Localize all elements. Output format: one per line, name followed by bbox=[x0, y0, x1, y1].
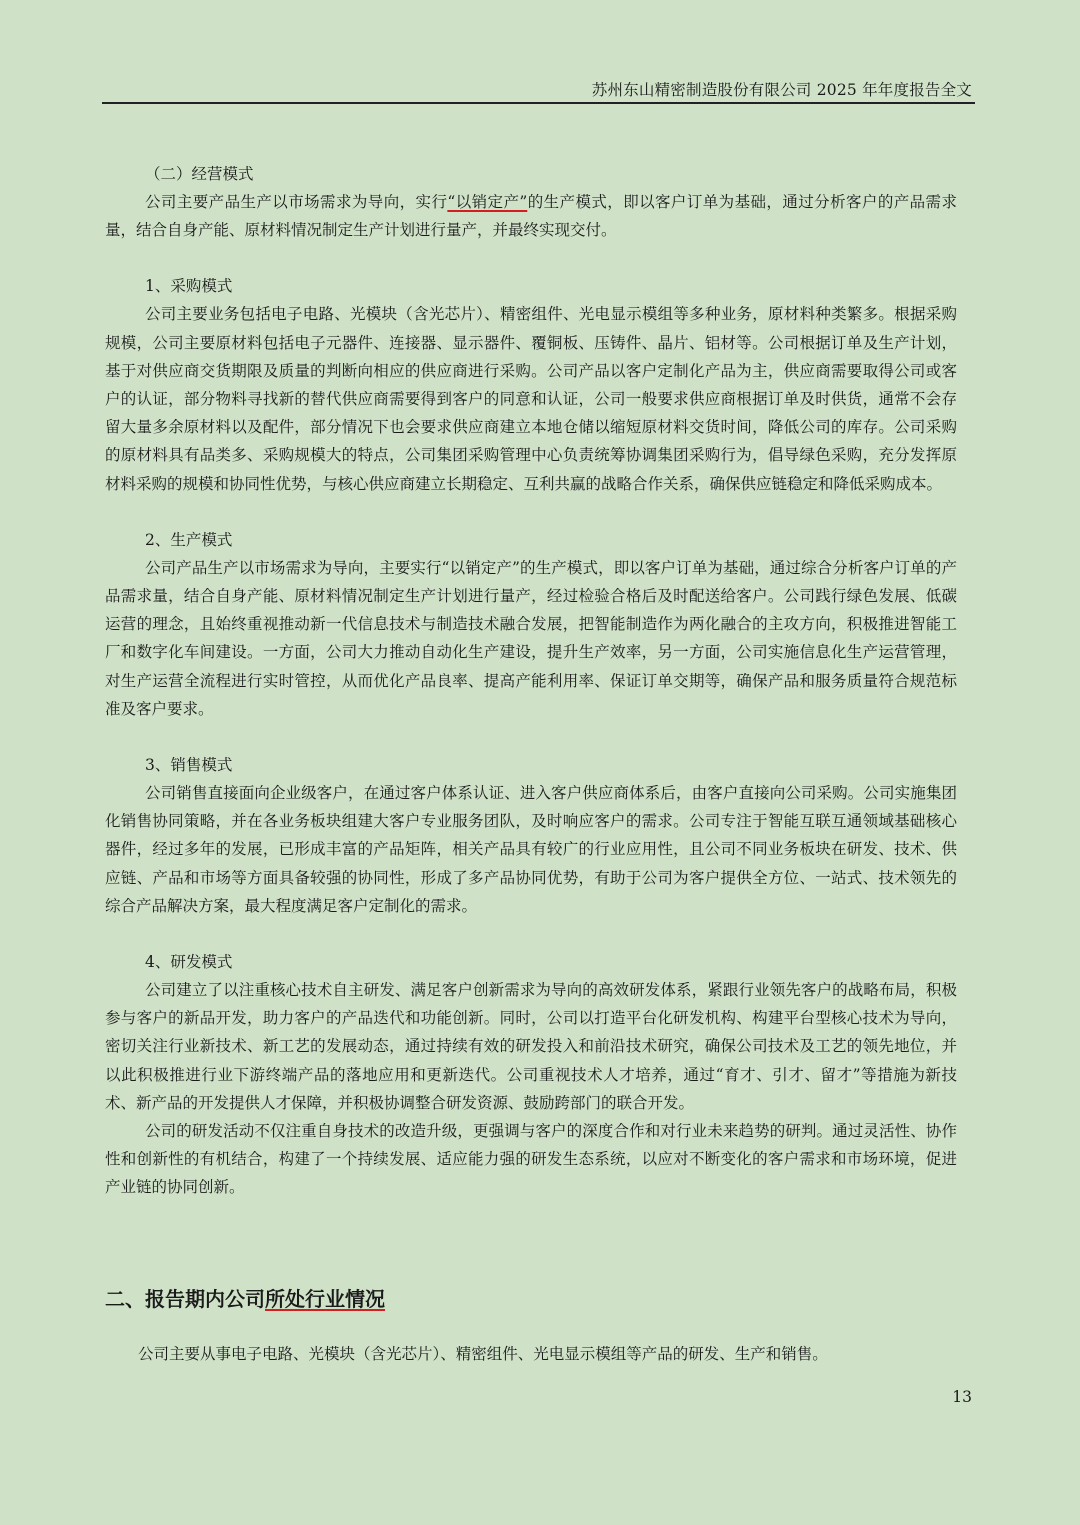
sales-heading: 3、销售模式 bbox=[145, 756, 233, 775]
report-title: 苏州东山精密制造股份有限公司 2025 年年度报告全文 bbox=[591, 81, 972, 99]
report-body bbox=[105, 160, 957, 1202]
business-model-heading: （二）经营模式 bbox=[145, 165, 254, 183]
intro-highlight: “以销定产” bbox=[447, 193, 528, 211]
rnd-paragraph-1: 公司建立了以注重核心技术自主研发、满足客户创新需求为导向的高效研发体系，紧跟行业领先客户的战略布局，积极参与客户的新品开发，助力客户的产品迭代和功能创新。同时，公司以打造平台化研发机构、构建平台型核心技术为导向，密切关注行业新技术、新工艺的发展动态，通过持续有效的研发投入和前沿技术研究，确保公司技术及工艺的领先地位，并以此积极推进行业下游终端产品的落地应用和更新迭代。公司重视技术人才培养，通过“育才、引才、留才”等措施为新技术、新产品的开发提供人才保障，并积极协调整合研发资源、鼓励跨部门的联合开发。 bbox=[105, 981, 957, 1112]
page-header bbox=[102, 76, 975, 104]
production-paragraph: 公司产品生产以市场需求为导向，主要实行“以销定产”的生产模式，即以客户订单为基础，通过综合分析客户订单的产品需求量，结合自身产能、原材料情况制定生产计划进行量产，经过检验合格后及时配送给客户。公司践行绿色发展、低碳运营的理念，且始终重视推动新一代信息技术与制造技术融合发展，把智能制造作为两化融合的主攻方向，积极推进智能工厂和数字化车间建设。一方面，公司大力推动自动化生产建设，提升生产效率，另一方面，公司实施信息化生产运营管理，对生产运营全流程进行实时管控，从而优化产品良率、提高产能利用率、保证订单交期等，确保产品和服务质量符合规范标准及客户要求。 bbox=[105, 558, 957, 718]
intro-text-end: 的生产模式，即以客户订单为基础，通过分析客户的产品需求量，结合自身产能、原材料情况制定生产计划进行量产，并最终实现交付。 bbox=[105, 193, 957, 240]
business-model-intro bbox=[105, 188, 957, 244]
production-heading: 2、生产模式 bbox=[145, 530, 233, 549]
industry-title-highlight: 所处行业情况 bbox=[265, 1287, 385, 1311]
industry-section-title bbox=[105, 1283, 385, 1315]
procurement-heading: 1、采购模式 bbox=[145, 277, 233, 296]
procurement-paragraph: 公司主要业务包括电子电路、光模块（含光芯片）、精密组件、光电显示模组等多种业务，原材料种类繁多。根据采购规模，公司主要原材料包括电子元器件、连接器、显示器件、覆铜板、压铸件、晶片、铝材等。公司根据订单及生产计划，基于对供应商交货期限及质量的判断向相应的供应商进行采购。公司产品以客户定制化产品为主，供应商需要取得公司或客户的认证，部分物料寻找新的替代供应商需要得到客户的同意和认证，公司一般要求供应商根据订单及时供货，通常不会存留大量多余原材料以及配件，部分情况下也会要求供应商建立本地仓储以缩短原材料交货时间，降低公司的库存。公司采购的原材料具有品类多、采购规模大的特点，公司集团采购管理中心负责统筹协调集团采购行为，倡导绿色采购，充分发挥原材料采购的规模和协同性优势，与核心供应商建立长期稳定、互利共赢的战略合作关系，确保供应链稳定和降低采购成本。 bbox=[105, 305, 957, 493]
industry-paragraph: 公司主要从事电子电路、光模块（含光芯片）、精密组件、光电显示模组等产品的研发、生产和销售。 bbox=[138, 1345, 828, 1363]
rnd-paragraph-2: 公司的研发活动不仅注重自身技术的改造升级，更强调与客户的深度合作和对行业未来趋势的研判。通过灵活性、协作性和创新性的有机结合，构建了一个持续发展、适应能力强的研发生态系统，以应对不断变化的客户需求和市场环境，促进产业链的协同创新。 bbox=[105, 1122, 957, 1197]
sales-paragraph: 公司销售直接面向企业级客户，在通过客户体系认证、进入客户供应商体系后，由客户直接向公司采购。公司实施集团化销售协同策略，并在各业务板块组建大客户专业服务团队，及时响应客户的需求。公司专注于智能互联互通领域基础核心器件，经过多年的发展，已形成丰富的产品矩阵，相关产品具有较广的行业应用性，且公司不同业务板块在研发、技术、供应链、产品和市场等方面具备较强的协同性，形成了多产品协同优势，有助于公司为客户提供全方位、一站式、技术领先的综合产品解决方案，最大程度满足客户定制化的需求。 bbox=[105, 784, 957, 915]
rnd-heading: 4、研发模式 bbox=[145, 953, 233, 972]
page-number: 13 bbox=[952, 1388, 972, 1406]
intro-text-start: 公司主要产品生产以市场需求为导向，实行 bbox=[145, 193, 448, 211]
industry-title-start: 二、报告期内公司 bbox=[105, 1287, 265, 1311]
